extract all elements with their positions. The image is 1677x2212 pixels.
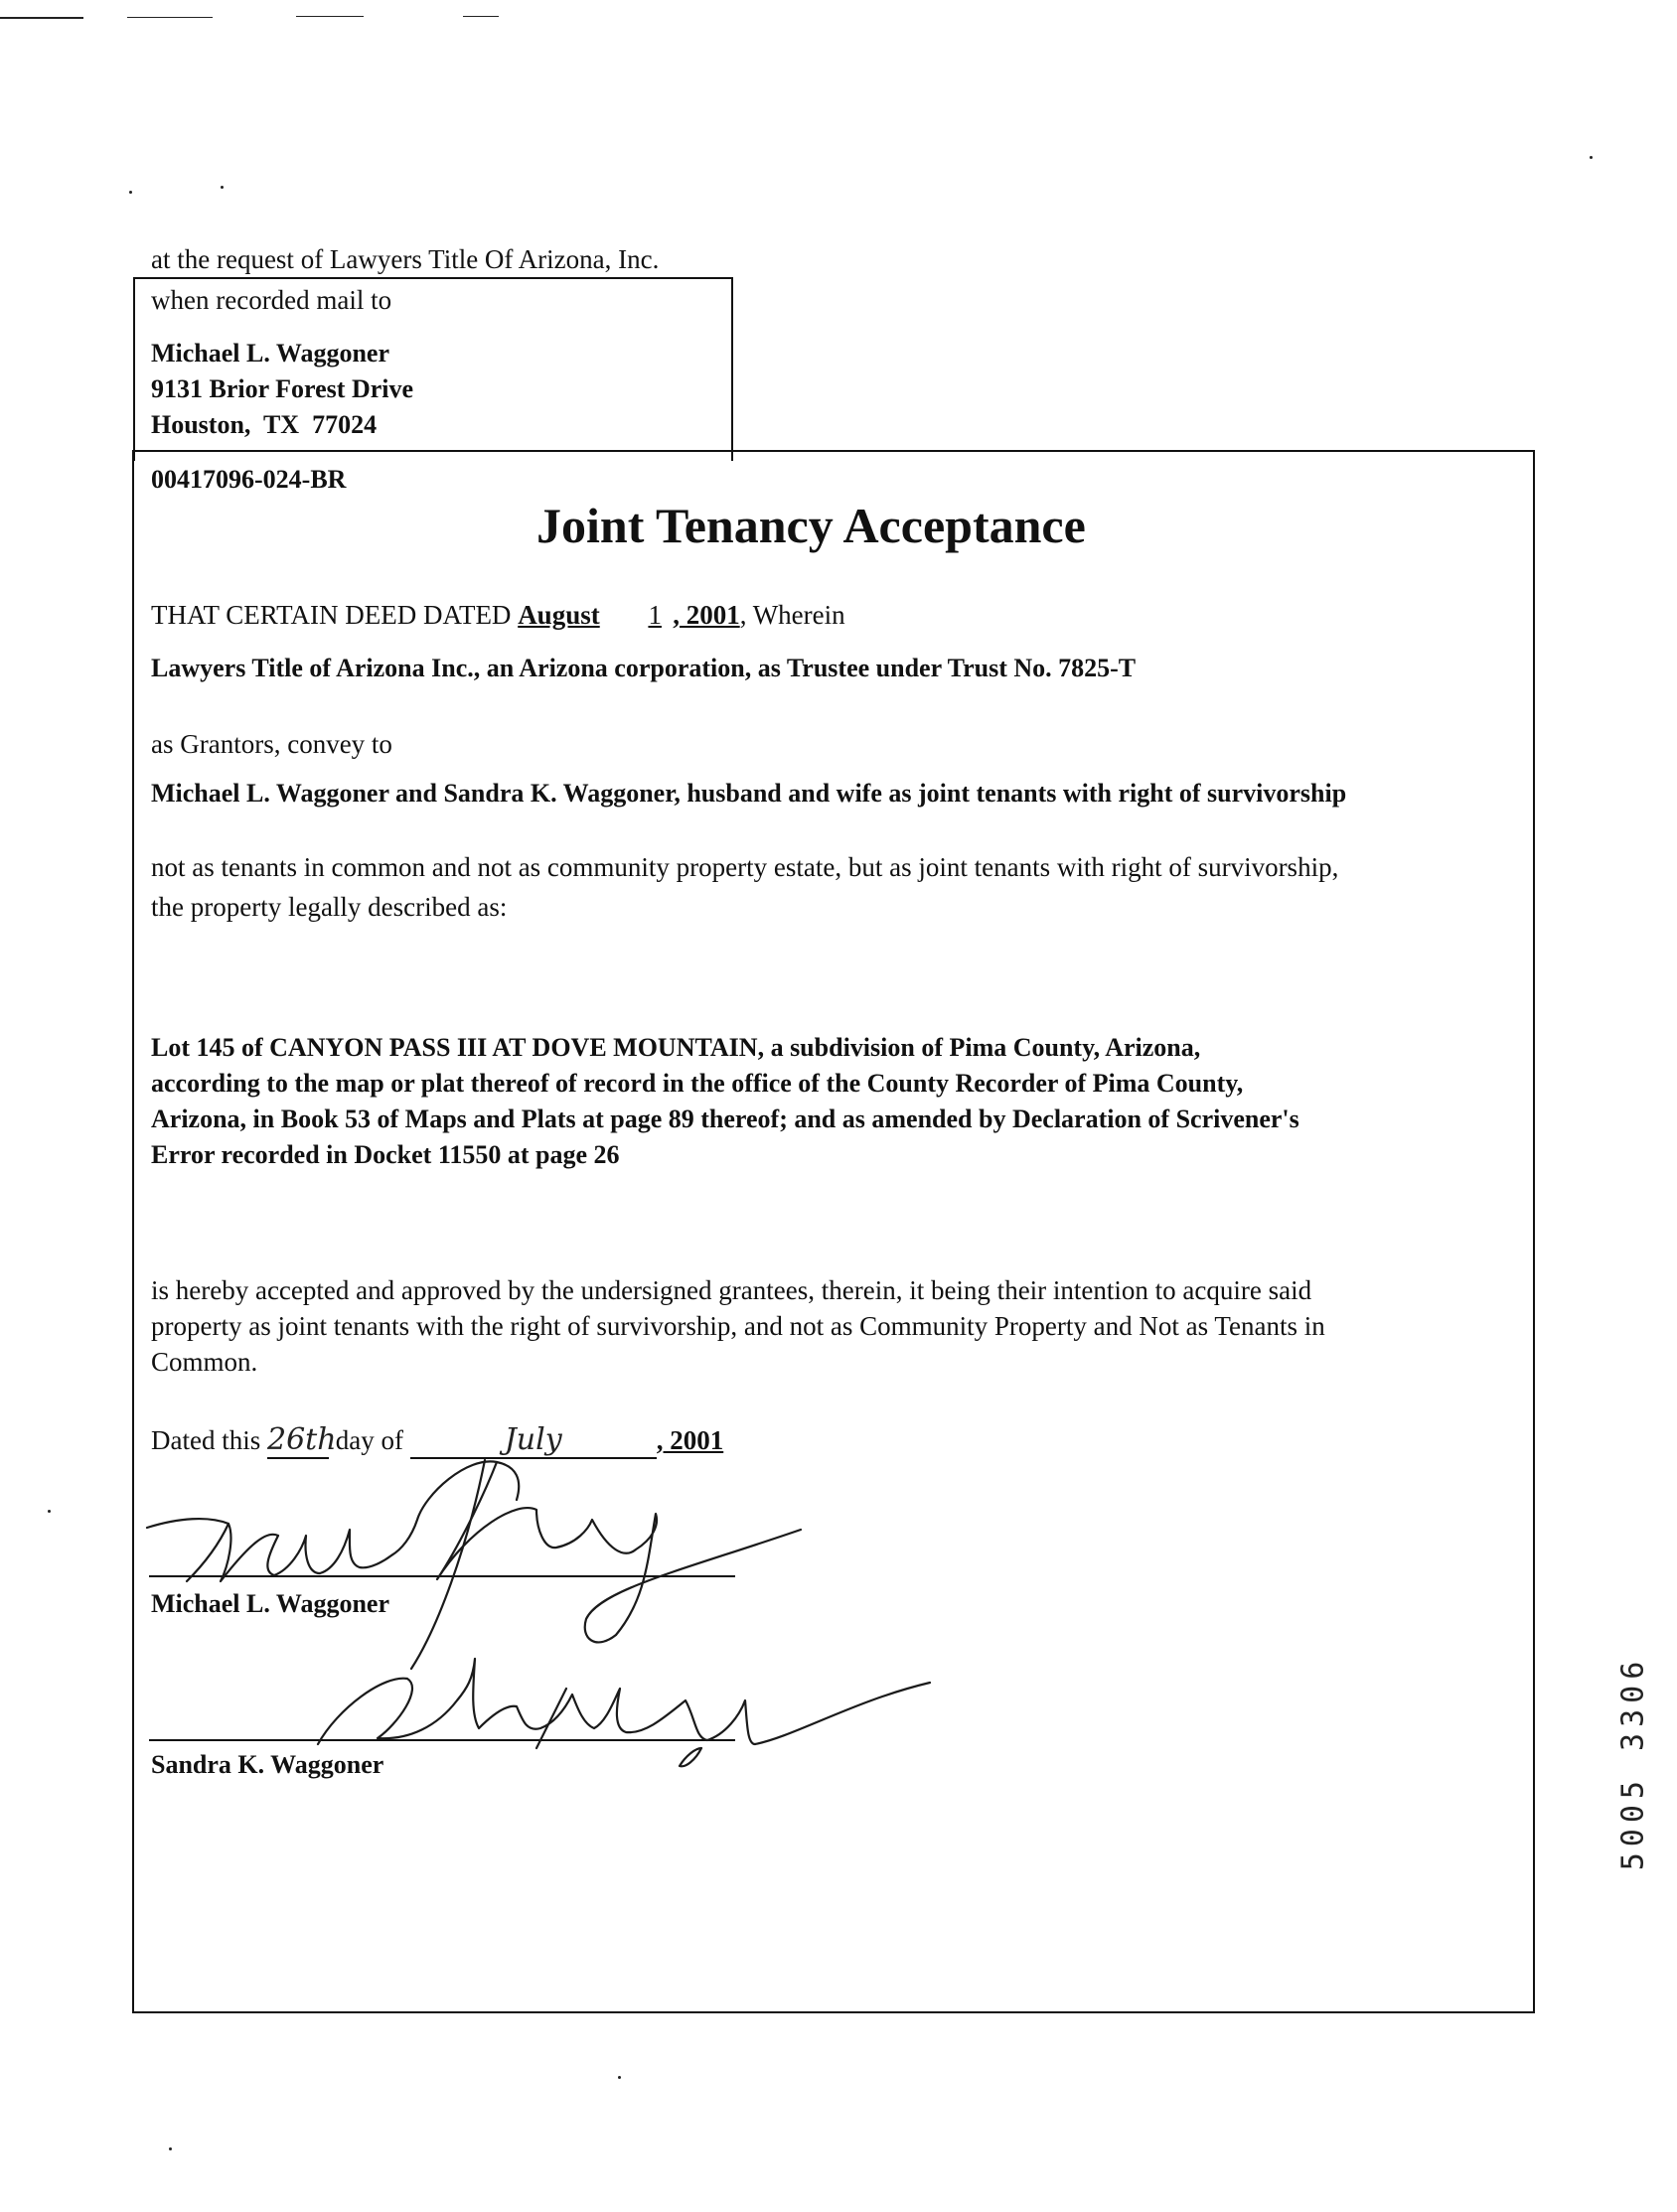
scan-artifact: [296, 16, 364, 17]
scan-artifact: [127, 17, 213, 18]
dated-line: [151, 1422, 723, 1459]
acceptance-line-3: Common.: [151, 1347, 258, 1377]
mail-to-street: 9131 Brior Forest Drive: [151, 374, 414, 403]
scan-artifact: [0, 17, 83, 19]
scan-artifact: [1590, 156, 1593, 159]
mail-to-label: when recorded mail to: [151, 285, 392, 315]
reference-number: 00417096-024-BR: [151, 465, 347, 494]
signer-1-name: Michael L. Waggoner: [151, 1589, 390, 1618]
deed-month: August: [518, 600, 600, 630]
document-title: Joint Tenancy Acceptance: [536, 498, 1086, 553]
signer-2-name: Sandra K. Waggoner: [151, 1750, 384, 1779]
deed-year: , 2001: [673, 600, 740, 630]
mail-to-name: Michael L. Waggoner: [151, 339, 390, 368]
legal-description-line-4: Error recorded in Docket 11550 at page 26: [151, 1140, 620, 1169]
grantor-text: Lawyers Title of Arizona Inc., an Arizona corporation, as Trustee under Trust No. 7825-T: [151, 654, 1137, 682]
deed-day: 1: [648, 600, 662, 630]
grantees-text: Michael L. Waggoner and Sandra K. Waggoner, husband and wife as joint tenants with right of survivorship: [151, 779, 1347, 808]
scan-artifact: [48, 1510, 51, 1513]
dated-prefix: Dated this: [151, 1425, 261, 1455]
recording-request: at the request of Lawyers Title Of Arizona, Inc.: [151, 244, 660, 274]
scan-artifact: [463, 16, 499, 17]
margin-stamp-number: 5005 3306: [1615, 1655, 1651, 1871]
deed-date-line: [151, 600, 845, 631]
scan-artifact: [169, 2147, 172, 2150]
legal-description-line-1: Lot 145 of CANYON PASS III AT DOVE MOUNTAIN, a subdivision of Pima County, Arizona,: [151, 1033, 1201, 1062]
mail-to-city: Houston, TX 77024: [151, 410, 378, 439]
scan-artifact: [618, 2076, 621, 2079]
acceptance-line-1: is hereby accepted and approved by the undersigned grantees, therein, it being their intention to acquire said: [151, 1275, 1312, 1305]
tenancy-line-1: not as tenants in common and not as community property estate, but as joint tenants with right of survivorship,: [151, 852, 1339, 882]
deed-prefix: THAT CERTAIN DEED DATED: [151, 600, 519, 630]
tenancy-line-2: the property legally described as:: [151, 892, 508, 922]
grantors-convey: as Grantors, convey to: [151, 729, 392, 759]
scan-artifact: [129, 191, 132, 194]
acceptance-line-2: property as joint tenants with the right of survivorship, and not as Community Property and Not as Tenants in: [151, 1311, 1325, 1341]
dated-middle: day of: [335, 1425, 403, 1455]
dated-day: 26th: [266, 1422, 337, 1457]
legal-description-line-3: Arizona, in Book 53 of Maps and Plats at page 89 thereof; and as amended by Declaration of Scrivener's: [151, 1105, 1299, 1133]
margin-recording-stamp: [1613, 1559, 1653, 1967]
signature-line-2: [149, 1739, 735, 1741]
deed-suffix: , Wherein: [739, 600, 845, 630]
legal-description-line-2: according to the map or plat thereof of record in the office of the County Recorder of Pima County,: [151, 1069, 1244, 1098]
dated-month: July: [410, 1422, 657, 1459]
scan-artifact: [221, 186, 224, 189]
signature-line-1: [149, 1575, 735, 1577]
dated-year: , 2001: [656, 1425, 724, 1455]
